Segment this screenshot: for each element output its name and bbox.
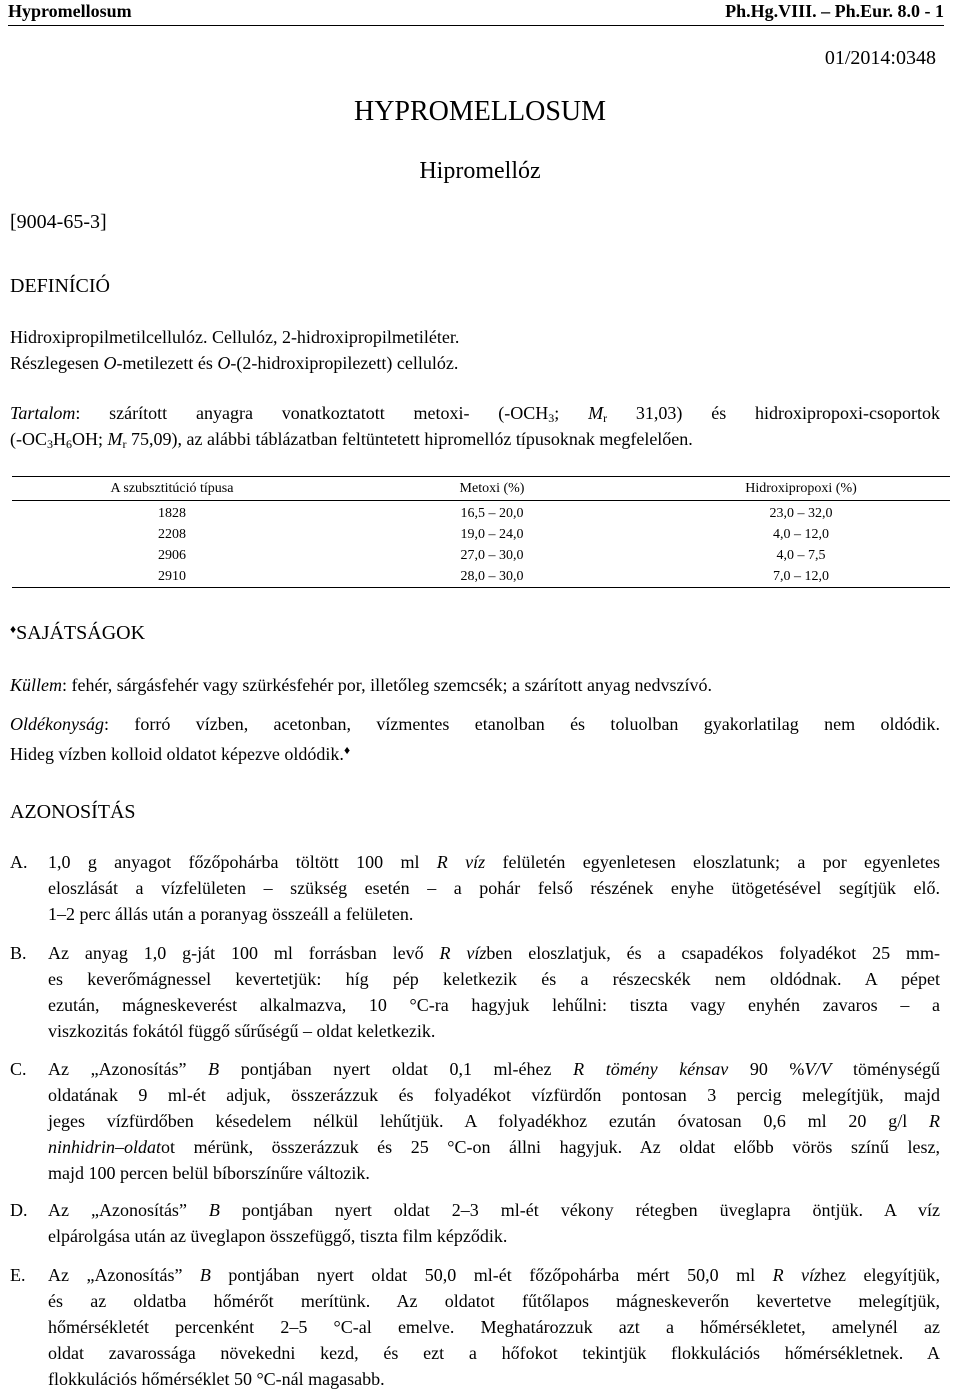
running-header-left: Hypromellosum bbox=[8, 0, 132, 21]
content-paragraph: Tartalom: szárított anyagra vonatkoztatott metoxi- ($-OCH_3$; $M_r$ 31,03) és hidroxipropoxi-csoportok ($-OC_3H_6OH$; $M_r$ 75,09), az alábbi táblázatban feltüntetett hipromellóz típusoknak megfelelően. bbox=[10, 403, 940, 451]
document-id: 01/2014:0348 bbox=[824, 47, 936, 69]
definition-line-1: Hidroxipropilmetilcellulóz. Cellulóz, 2-hidroxipropilmetiléter. bbox=[10, 327, 460, 347]
identification-item-b: B. Az anyag 1,0 g-ját 100 ml forrásban levő R vízben eloszlatjuk, és a csapadékos folyadékot 25 mm- es keverőmágnessel kevertetjük: híg pép keletkezik és a részecskék nem oldódnak. A pépet ezután, mágneskeverést alkalmazva, 10 °C-ra hagyjuk lehűlni: tiszta vagy enyhén zavaros – a viszkozitás fokától függő sűrűségű – oldat keletkezik. bbox=[10, 940, 940, 1044]
identification-item-c: C. Az „Azonosítás” B pontjában nyert oldat 0,1 ml-éhez R tömény kénsav 90 %V/V töménységű oldatának 9 ml-ét adjuk, összerázzuk és folyadékot vízfürdőn pontosan 3 percig melegítjük, majd jeges vízfürdőben késedelem nélkül lehűtjük. A folyadékhoz ezután óvatosan 0,6 ml 20 g/l R ninhidrin–oldatot mérünk, összerázzuk és 25 °C-on állni hagyjuk. Az oldat előbb vörös színű lesz, majd 100 percen belül bíborszínűre változik. bbox=[10, 1056, 940, 1186]
table-cell: 23,0 – 32,0 bbox=[769, 505, 833, 521]
identification-item-a: A. 1,0 g anyagot főzőpohárba töltött 100 ml R víz felületén egyenletesen eloszlatunk; a por egyenletes eloszlását a vízfelületen – szükség esetén – a pohár felső részének enyhe ütögetésével segítjük elő. 1–2 perc állás után a poranyag összeáll a felületen. bbox=[10, 849, 940, 927]
definition-line-2: Részlegesen O-metilezett és O-(2-hidroxipropilezett) cellulóz. bbox=[10, 353, 459, 373]
table-header-cell: Hidroxipropoxi (%) bbox=[745, 480, 857, 496]
table-cell: 1828 bbox=[158, 505, 186, 521]
table-header-cell: Metoxi (%) bbox=[459, 480, 525, 496]
page-subtitle: Hipromellóz bbox=[419, 158, 541, 184]
identification-item-e: E. Az „Azonosítás” B pontjában nyert oldat 50,0 ml-ét főzőpohárba mért 50,0 ml R vízhez elegyítjük, és az oldatba hőmérőt merítünk. Az oldatot fűtőlapos mágneskeverőn kevertetve melegítjük, hőmérsékletét percenként 2–5 °C-al emelve. Meghatározzuk azt a hőmérsékletet, amelynél az oldat zavarossága növekedni kezd, és ezt a hőfokot tekintjük flokkulációs hőmérsékletnek. A flokkulációs hőmérséklet 50 °C-nál magasabb. bbox=[10, 1262, 940, 1392]
item-letter: D. bbox=[10, 1200, 28, 1220]
diamond-icon: ♦ bbox=[10, 622, 17, 636]
table-header-cell: A szubsztitúció típusa bbox=[110, 480, 234, 496]
table-cell: 2910 bbox=[158, 568, 186, 584]
table-row bbox=[12, 503, 950, 524]
table-row bbox=[12, 545, 950, 566]
table-cell: 2906 bbox=[158, 547, 186, 563]
cas-number: [9004-65-3] bbox=[10, 211, 107, 233]
table-cell: 28,0 – 30,0 bbox=[460, 568, 524, 584]
item-letter: C. bbox=[10, 1059, 27, 1079]
table-cell: 7,0 – 12,0 bbox=[773, 568, 829, 584]
table-cell: 4,0 – 12,0 bbox=[773, 526, 829, 542]
identification-heading: AZONOSÍTÁS bbox=[10, 801, 136, 823]
table-row bbox=[12, 524, 950, 545]
item-letter: B. bbox=[10, 943, 27, 963]
appearance-line: Küllem: fehér, sárgásfehér vagy szürkésfehér por, illetőleg szemcsék; a szárított anyag nedvszívó. bbox=[10, 675, 712, 695]
table-cell: 16,5 – 20,0 bbox=[460, 505, 524, 521]
table-cell: 27,0 – 30,0 bbox=[460, 547, 524, 563]
item-letter: E. bbox=[10, 1265, 26, 1285]
table-row bbox=[12, 566, 950, 587]
solubility-paragraph: Oldékonyság: forró vízben, acetonban, vízmentes etanolban és toluolban gyakorlatilag nem oldódik. Hideg vízben kolloid oldatot képezve oldódik.♦ bbox=[10, 714, 940, 764]
page-title: HYPROMELLOSUM bbox=[353, 96, 607, 127]
item-letter: A. bbox=[10, 852, 28, 872]
table-cell: 4,0 – 7,5 bbox=[776, 547, 826, 563]
definition-heading: DEFINÍCIÓ bbox=[10, 275, 110, 297]
properties-heading: ♦SAJÁTSÁGOK bbox=[10, 622, 146, 644]
running-header-right: Ph.Hg.VIII. – Ph.Eur. 8.0 - 1 bbox=[725, 0, 944, 21]
header-rule bbox=[8, 25, 944, 26]
identification-item-d: D. Az „Azonosítás” B pontjában nyert oldat 2–3 ml-ét vékony rétegben üveglapra öntjük. A víz elpárolgása után az üveglapon összefüggő, tiszta film képződik. bbox=[10, 1197, 940, 1249]
diamond-icon: ♦ bbox=[343, 743, 351, 757]
table-cell: 19,0 – 24,0 bbox=[460, 526, 524, 542]
substitution-table bbox=[12, 476, 950, 588]
running-header bbox=[8, 0, 944, 22]
table-cell: 2208 bbox=[158, 526, 186, 542]
table-header-row bbox=[12, 477, 950, 501]
